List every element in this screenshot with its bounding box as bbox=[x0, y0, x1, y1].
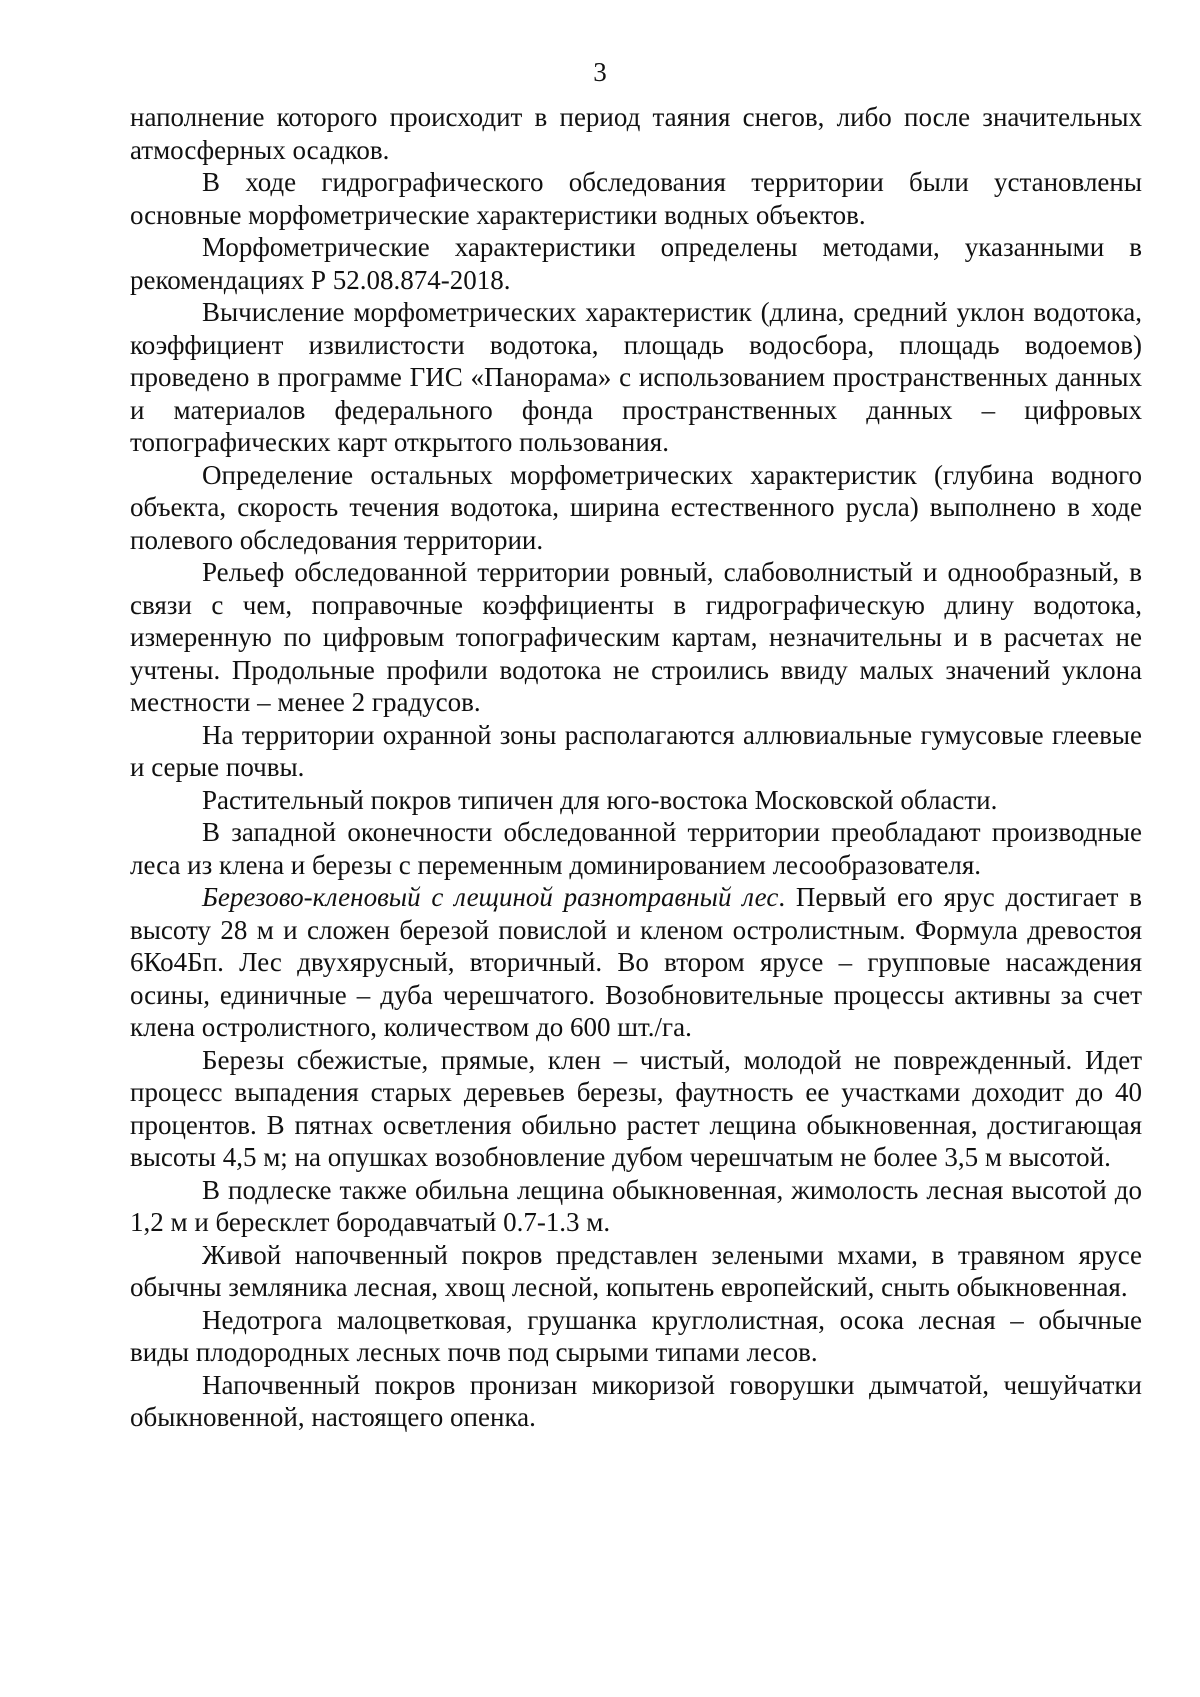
paragraph-calculation bbox=[130, 296, 1142, 459]
paragraph-continuation bbox=[130, 101, 1142, 166]
paragraph-text: Недотрога малоцветковая, грушанка круглолистная, осока лесная – обычные виды плодородных лесных почв под сырыми типами лесов. bbox=[130, 1304, 1142, 1367]
paragraph-text: В подлеске также обильна лещина обыкновенная, жимолость лесная высотой до 1,2 м и бересклет бородавчатый 0.7-1.3 м. bbox=[130, 1174, 1142, 1237]
paragraph-methods bbox=[130, 231, 1142, 296]
paragraph-text: . Первый его ярус достигает в высоту 28 м и сложен березой повислой и кленом остролистным. Формула древостоя 6Ко4Бп. Лес двухярусный, вторичный. Во втором ярусе – групповые насаждения осины, единичные – дуба черешчатого. Возобновительные процессы активны за счет клена остролистного, количеством до 600 шт./га. bbox=[130, 882, 1142, 1042]
paragraph-text: Живой напочвенный покров представлен зелеными мхами, в травяном ярусе обычны земляника лесная, хвощ лесной, копытень европейский, сныть обыкновенная. bbox=[130, 1239, 1142, 1302]
paragraph-survey bbox=[130, 166, 1142, 231]
document-body bbox=[130, 101, 1142, 1434]
page-number: 3 bbox=[593, 57, 607, 87]
paragraph-soils bbox=[130, 719, 1142, 784]
paragraph-ground-cover bbox=[130, 1239, 1142, 1304]
paragraph-text: Растительный покров типичен для юго-востока Московской области. bbox=[202, 784, 998, 815]
paragraph-text: Березы сбежистые, прямые, клен – чистый, молодой не поврежденный. Идет процесс выпадения старых деревьев березы, фаутность ее участками доходит до 40 процентов. В пятнах осветления обильно растет лещина обыкновенная, достигающая высоты 4,5 м; на опушках возобновление дубом черешчатым не более 3,5 м высотой. bbox=[130, 1044, 1142, 1172]
paragraph-undergrowth bbox=[130, 1174, 1142, 1239]
paragraph-text: В ходе гидрографического обследования территории были установлены основные морфометрические характеристики водных объектов. bbox=[130, 167, 1142, 230]
paragraph-field-survey bbox=[130, 459, 1142, 557]
paragraph-text: Морфометрические характеристики определены методами, указанными в рекомендациях Р 52.08.874-2018. bbox=[130, 232, 1142, 295]
paragraph-text: Напочвенный покров пронизан микоризой говорушки дымчатой, чешуйчатки обыкновенной, настоящего опенка. bbox=[130, 1369, 1142, 1432]
paragraph-text: В западной оконечности обследованной территории преобладают производные леса из клена и березы с переменным доминированием лесообразователя. bbox=[130, 817, 1142, 880]
paragraph-birches bbox=[130, 1044, 1142, 1174]
paragraph-relief bbox=[130, 556, 1142, 719]
paragraph-western-forests bbox=[130, 816, 1142, 881]
paragraph-text: Вычисление морфометрических характеристик (длина, средний уклон водотока, коэффициент извилистости водотока, площадь водосбора, площадь водоемов) проведено в программе ГИС «Панорама» с использованием пространственных данных и материалов федерального фонда пространственных данных – цифровых топографических карт открытого пользования. bbox=[130, 297, 1142, 457]
paragraph-mycorrhiza bbox=[130, 1369, 1142, 1434]
paragraph-text: Рельеф обследованной территории ровный, слабоволнистый и однообразный, в связи с чем, поправочные коэффициенты в гидрографическую длину водотока, измеренную по цифровым топографическим картам, незначительны и в расчетах не учтены. Продольные профили водотока не строились ввиду малых значений уклона местности – менее 2 градусов. bbox=[130, 557, 1142, 717]
paragraph-vegetation bbox=[130, 784, 1142, 817]
paragraph-text: На территории охранной зоны располагаются аллювиальные гумусовые глеевые и серые почвы. bbox=[130, 719, 1142, 782]
paragraph-text: наполнение которого происходит в период таяния снегов, либо после значительных атмосферных осадков. bbox=[130, 102, 1142, 165]
forest-type-name: Березово-кленовый с лещиной разнотравный лес bbox=[202, 882, 779, 912]
paragraph-text: Определение остальных морфометрических характеристик (глубина водного объекта, скорость течения водотока, ширина естественного русла) выполнено в ходе полевого обследования территории. bbox=[130, 459, 1142, 555]
paragraph-herbs bbox=[130, 1304, 1142, 1369]
paragraph-forest-type bbox=[130, 881, 1142, 1044]
